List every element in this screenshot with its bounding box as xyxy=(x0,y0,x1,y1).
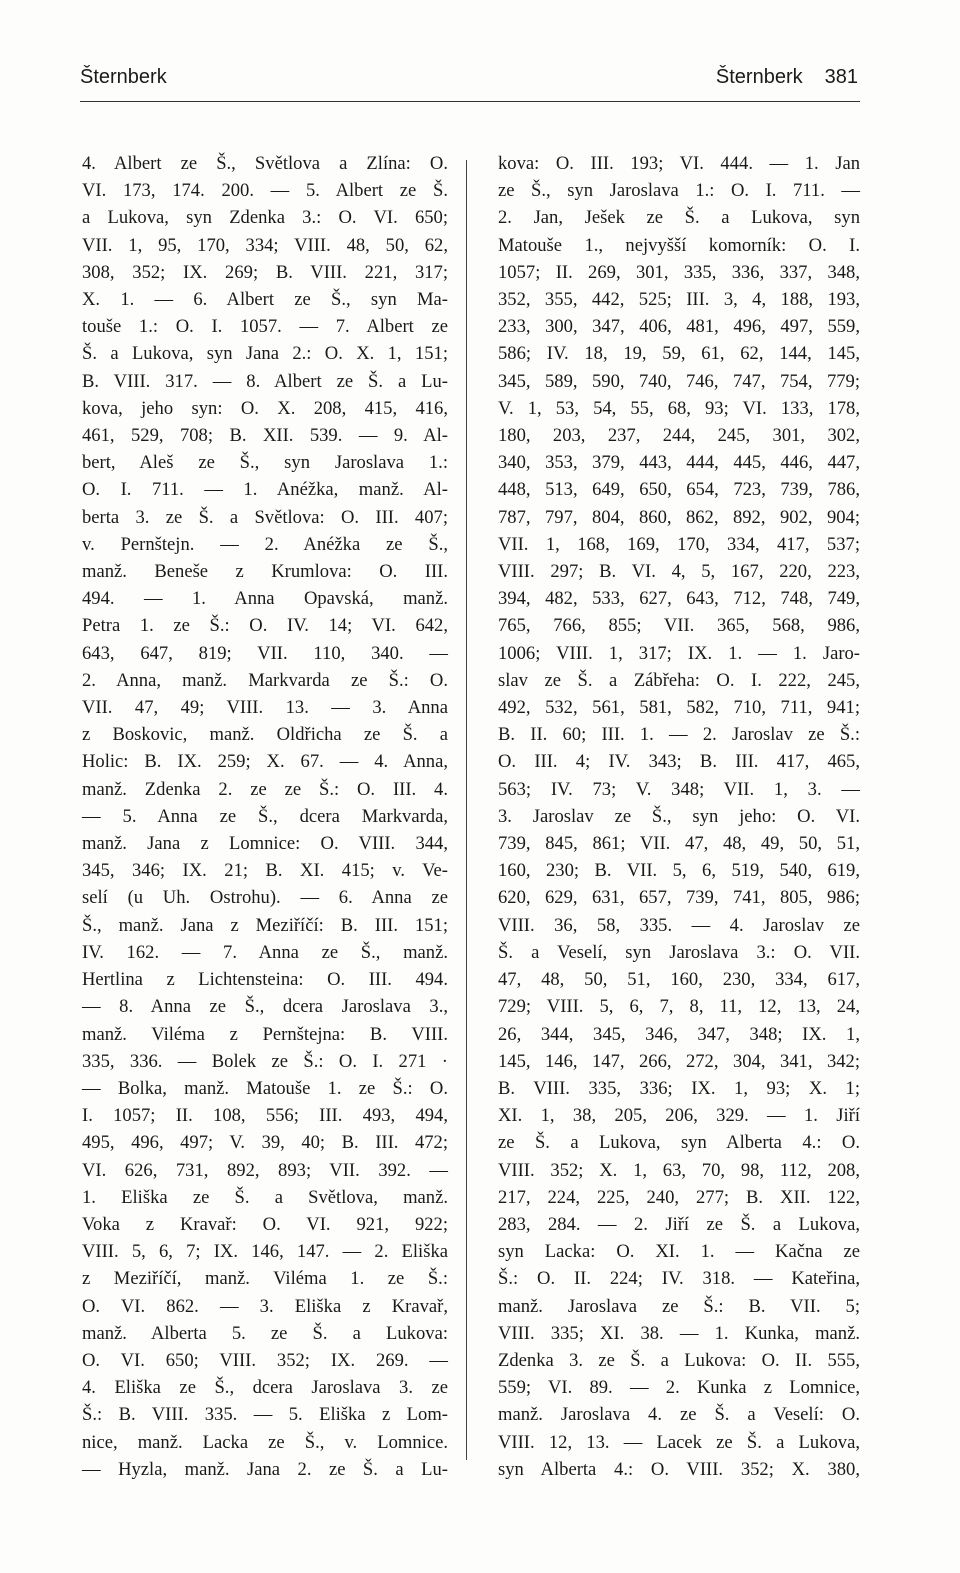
text-line: 180, 203, 237, 244, 245, 301, 302, xyxy=(498,425,860,447)
text-line: manž. Viléma z Pernštejna: B. VIII. xyxy=(82,1023,448,1045)
text-line: — 5. Anna ze Š., dcera Markvarda, xyxy=(82,805,448,827)
text-line: 563; IV. 73; V. 348; VII. 1, 3. — xyxy=(498,778,860,800)
text-line: B. VIII. 317. — 8. Albert ze Š. a Lu- xyxy=(82,370,448,392)
text-line: Petra 1. ze Š.: O. IV. 14; VI. 642, xyxy=(82,615,448,637)
text-line: Š. a Veselí, syn Jaroslava 3.: O. VII. xyxy=(498,941,860,963)
text-line: 26, 344, 345, 346, 347, 348; IX. 1, xyxy=(498,1023,860,1045)
text-line: 494. — 1. Anna Opavská, manž. xyxy=(82,588,448,610)
text-line: manž. Zdenka 2. ze ze Š.: O. III. 4. xyxy=(82,778,448,800)
running-head xyxy=(80,66,858,96)
text-line: selí (u Uh. Ostrohu). — 6. Anna ze xyxy=(82,887,448,909)
text-line: kova: O. III. 193; VI. 444. — 1. Jan xyxy=(498,153,860,174)
text-line: — 8. Anna ze Š., dcera Jaroslava 3., xyxy=(82,996,448,1018)
text-line: IV. 162. — 7. Anna ze Š., manž. xyxy=(82,941,448,963)
text-line: manž. Jaroslava 4. ze Š. a Veselí: O. xyxy=(498,1404,860,1426)
text-line: Holic: B. IX. 259; X. 67. — 4. Anna, xyxy=(82,751,448,773)
text-line: 233, 300, 347, 406, 481, 496, 497, 559, xyxy=(498,316,860,338)
running-head-title: Šternberk xyxy=(715,66,803,88)
column-divider xyxy=(466,160,467,1460)
text-line: 1057; II. 269, 301, 335, 336, 337, 348, xyxy=(498,261,860,283)
text-line: nice, manž. Lacka ze Š., v. Lomnice. xyxy=(82,1431,448,1453)
text-line: ze Š. a Lukova, syn Alberta 4.: O. xyxy=(498,1132,860,1154)
text-line: 495, 496, 497; V. 39, 40; B. III. 472; xyxy=(82,1132,448,1154)
text-line: 4. Eliška ze Š., dcera Jaroslava 3. ze xyxy=(82,1377,448,1399)
text-line: — Hyzla, manž. Jana 2. ze Š. a Lu- xyxy=(82,1458,448,1480)
text-line: VII. 1, 95, 170, 334; VIII. 48, 50, 62, xyxy=(82,234,448,256)
text-line: 352, 355, 442, 525; III. 3, 4, 188, 193, xyxy=(498,289,860,311)
text-line: 47, 48, 50, 51, 160, 230, 334, 617, xyxy=(498,969,860,991)
text-line: 448, 513, 649, 650, 654, 723, 739, 786, xyxy=(498,479,860,501)
text-line: a Lukova, syn Zdenka 3.: O. VI. 650; xyxy=(82,207,448,229)
text-line: VIII. 297; B. VI. 4, 5, 167, 220, 223, xyxy=(498,561,860,583)
text-line: Š. a Lukova, syn Jana 2.: O. X. 1, 151; xyxy=(82,343,448,365)
text-line: 787, 797, 804, 860, 862, 892, 902, 904; xyxy=(498,506,860,528)
text-line: kova, jeho syn: O. X. 208, 415, 416, xyxy=(82,397,448,419)
text-line: 739, 845, 861; VII. 47, 48, 49, 50, 51, xyxy=(498,833,860,855)
text-line: O. I. 711. — 1. Anéžka, manž. Al- xyxy=(82,479,448,501)
text-line: Hertlina z Lichtensteina: O. III. 494. xyxy=(82,969,448,991)
text-line: X. 1. — 6. Albert ze Š., syn Ma- xyxy=(82,289,448,311)
text-line: O. VI. 862. — 3. Eliška z Kravař, xyxy=(82,1295,448,1317)
text-line: manž. Jana z Lomnice: O. VIII. 344, xyxy=(82,833,448,855)
text-line: 160, 230; B. VII. 5, 6, 519, 540, 619, xyxy=(498,860,860,882)
text-line: 729; VIII. 5, 6, 7, 8, 11, 12, 13, 24, xyxy=(498,996,860,1018)
text-line: V. 1, 53, 54, 55, 68, 93; VI. 133, 178, xyxy=(498,397,860,419)
text-line: 2. Jan, Ješek ze Š. a Lukova, syn xyxy=(498,207,860,229)
right-column xyxy=(498,150,860,1483)
text-line: O. III. 4; IV. 343; B. III. 417, 465, xyxy=(498,751,860,773)
text-line: Š.: B. VIII. 335. — 5. Eliška z Lom- xyxy=(82,1404,448,1426)
text-line: 492, 532, 561, 581, 582, 710, 711, 941; xyxy=(498,697,860,719)
text-line: 1. Eliška ze Š. a Světlova, manž. xyxy=(82,1186,448,1208)
text-line: 217, 224, 225, 240, 277; B. XII. 122, xyxy=(498,1186,860,1208)
text-line: 461, 529, 708; B. XII. 539. — 9. Al- xyxy=(82,425,448,447)
text-line: — Bolka, manž. Matouše 1. ze Š.: O. xyxy=(82,1077,448,1099)
text-line: 620, 629, 631, 657, 739, 741, 805, 986; xyxy=(498,887,860,909)
left-column xyxy=(82,150,448,1483)
text-line: 4. Albert ze Š., Světlova a Zlína: O. xyxy=(82,153,448,174)
text-line: touše 1.: O. I. 1057. — 7. Albert ze xyxy=(82,316,448,338)
text-line: VI. 626, 731, 892, 893; VII. 392. — xyxy=(82,1159,448,1181)
text-line: 1006; VIII. 1, 317; IX. 1. — 1. Jaro- xyxy=(498,642,860,664)
text-line: 3. Jaroslav ze Š., syn jeho: O. VI. xyxy=(498,805,860,827)
text-line: VI. 173, 174. 200. — 5. Albert ze Š. xyxy=(82,180,448,202)
text-line: 586; IV. 18, 19, 59, 61, 62, 144, 145, xyxy=(498,343,860,365)
text-line: manž. Alberta 5. ze Š. a Lukova: xyxy=(82,1322,448,1344)
text-line: 765, 766, 855; VII. 365, 568, 986, xyxy=(498,615,860,637)
text-line: 335, 336. — Bolek ze Š.: O. I. 271 · xyxy=(82,1050,448,1072)
text-line: VIII. 36, 58, 335. — 4. Jaroslav ze xyxy=(498,914,860,936)
page-number: 381 xyxy=(824,66,858,88)
running-head-right xyxy=(716,66,858,89)
text-line: VIII. 5, 6, 7; IX. 146, 147. — 2. Eliška xyxy=(82,1241,448,1263)
text-line: 345, 346; IX. 21; B. XI. 415; v. Ve- xyxy=(82,860,448,882)
text-line: I. 1057; II. 108, 556; III. 493, 494, xyxy=(82,1105,448,1127)
text-line: 340, 353, 379, 443, 444, 445, 446, 447, xyxy=(498,452,860,474)
text-line: 308, 352; IX. 269; B. VIII. 221, 317; xyxy=(82,261,448,283)
text-line: Š., manž. Jana z Meziříčí: B. III. 151; xyxy=(82,914,448,936)
text-line: 559; VI. 89. — 2. Kunka z Lomnice, xyxy=(498,1377,860,1399)
text-line: Matouše 1., nejvyšší komorník: O. I. xyxy=(498,234,860,256)
text-line: 283, 284. — 2. Jiří ze Š. a Lukova, xyxy=(498,1213,860,1235)
text-line: Voka z Kravař: O. VI. 921, 922; xyxy=(82,1213,448,1235)
text-line: B. II. 60; III. 1. — 2. Jaroslav ze Š.: xyxy=(498,724,860,746)
header-rule xyxy=(80,101,860,102)
text-line: O. VI. 650; VIII. 352; IX. 269. — xyxy=(82,1349,448,1371)
text-line: manž. Beneše z Krumlova: O. III. xyxy=(82,561,448,583)
text-line: berta 3. ze Š. a Světlova: O. III. 407; xyxy=(82,506,448,528)
text-line: syn Lacka: O. XI. 1. — Kačna ze xyxy=(498,1241,860,1263)
text-line: manž. Jaroslava ze Š.: B. VII. 5; xyxy=(498,1295,860,1317)
text-line: XI. 1, 38, 205, 206, 329. — 1. Jiří xyxy=(498,1105,860,1127)
running-head-left: Šternberk xyxy=(80,66,167,88)
text-line: syn Alberta 4.: O. VIII. 352; X. 380, xyxy=(498,1458,860,1480)
text-line: slav ze Š. a Zábřeha: O. I. 222, 245, xyxy=(498,669,860,691)
text-line: ze Š., syn Jaroslava 1.: O. I. 711. — xyxy=(498,180,860,202)
text-line: 394, 482, 533, 627, 643, 712, 748, 749, xyxy=(498,588,860,610)
text-line: VII. 1, 168, 169, 170, 334, 417, 537; xyxy=(498,533,860,555)
text-line: VII. 47, 49; VIII. 13. — 3. Anna xyxy=(82,697,448,719)
text-line: Š.: O. II. 224; IV. 318. — Kateřina, xyxy=(498,1268,860,1290)
text-line: 345, 589, 590, 740, 746, 747, 754, 779; xyxy=(498,370,860,392)
text-line: 2. Anna, manž. Markvarda ze Š.: O. xyxy=(82,669,448,691)
text-line: v. Pernštejn. — 2. Anéžka ze Š., xyxy=(82,533,448,555)
text-line: 643, 647, 819; VII. 110, 340. — xyxy=(82,642,448,664)
text-line: VIII. 335; XI. 38. — 1. Kunka, manž. xyxy=(498,1322,860,1344)
text-line: VIII. 352; X. 1, 63, 70, 98, 112, 208, xyxy=(498,1159,860,1181)
text-line: Zdenka 3. ze Š. a Lukova: O. II. 555, xyxy=(498,1349,860,1371)
text-line: B. VIII. 335, 336; IX. 1, 93; X. 1; xyxy=(498,1077,860,1099)
text-line: 145, 146, 147, 266, 272, 304, 341, 342; xyxy=(498,1050,860,1072)
text-line: z Meziříčí, manž. Viléma 1. ze Š.: xyxy=(82,1268,448,1290)
text-line: z Boskovic, manž. Oldřicha ze Š. a xyxy=(82,724,448,746)
text-line: VIII. 12, 13. — Lacek ze Š. a Lukova, xyxy=(498,1431,860,1453)
text-line: bert, Aleš ze Š., syn Jaroslava 1.: xyxy=(82,452,448,474)
